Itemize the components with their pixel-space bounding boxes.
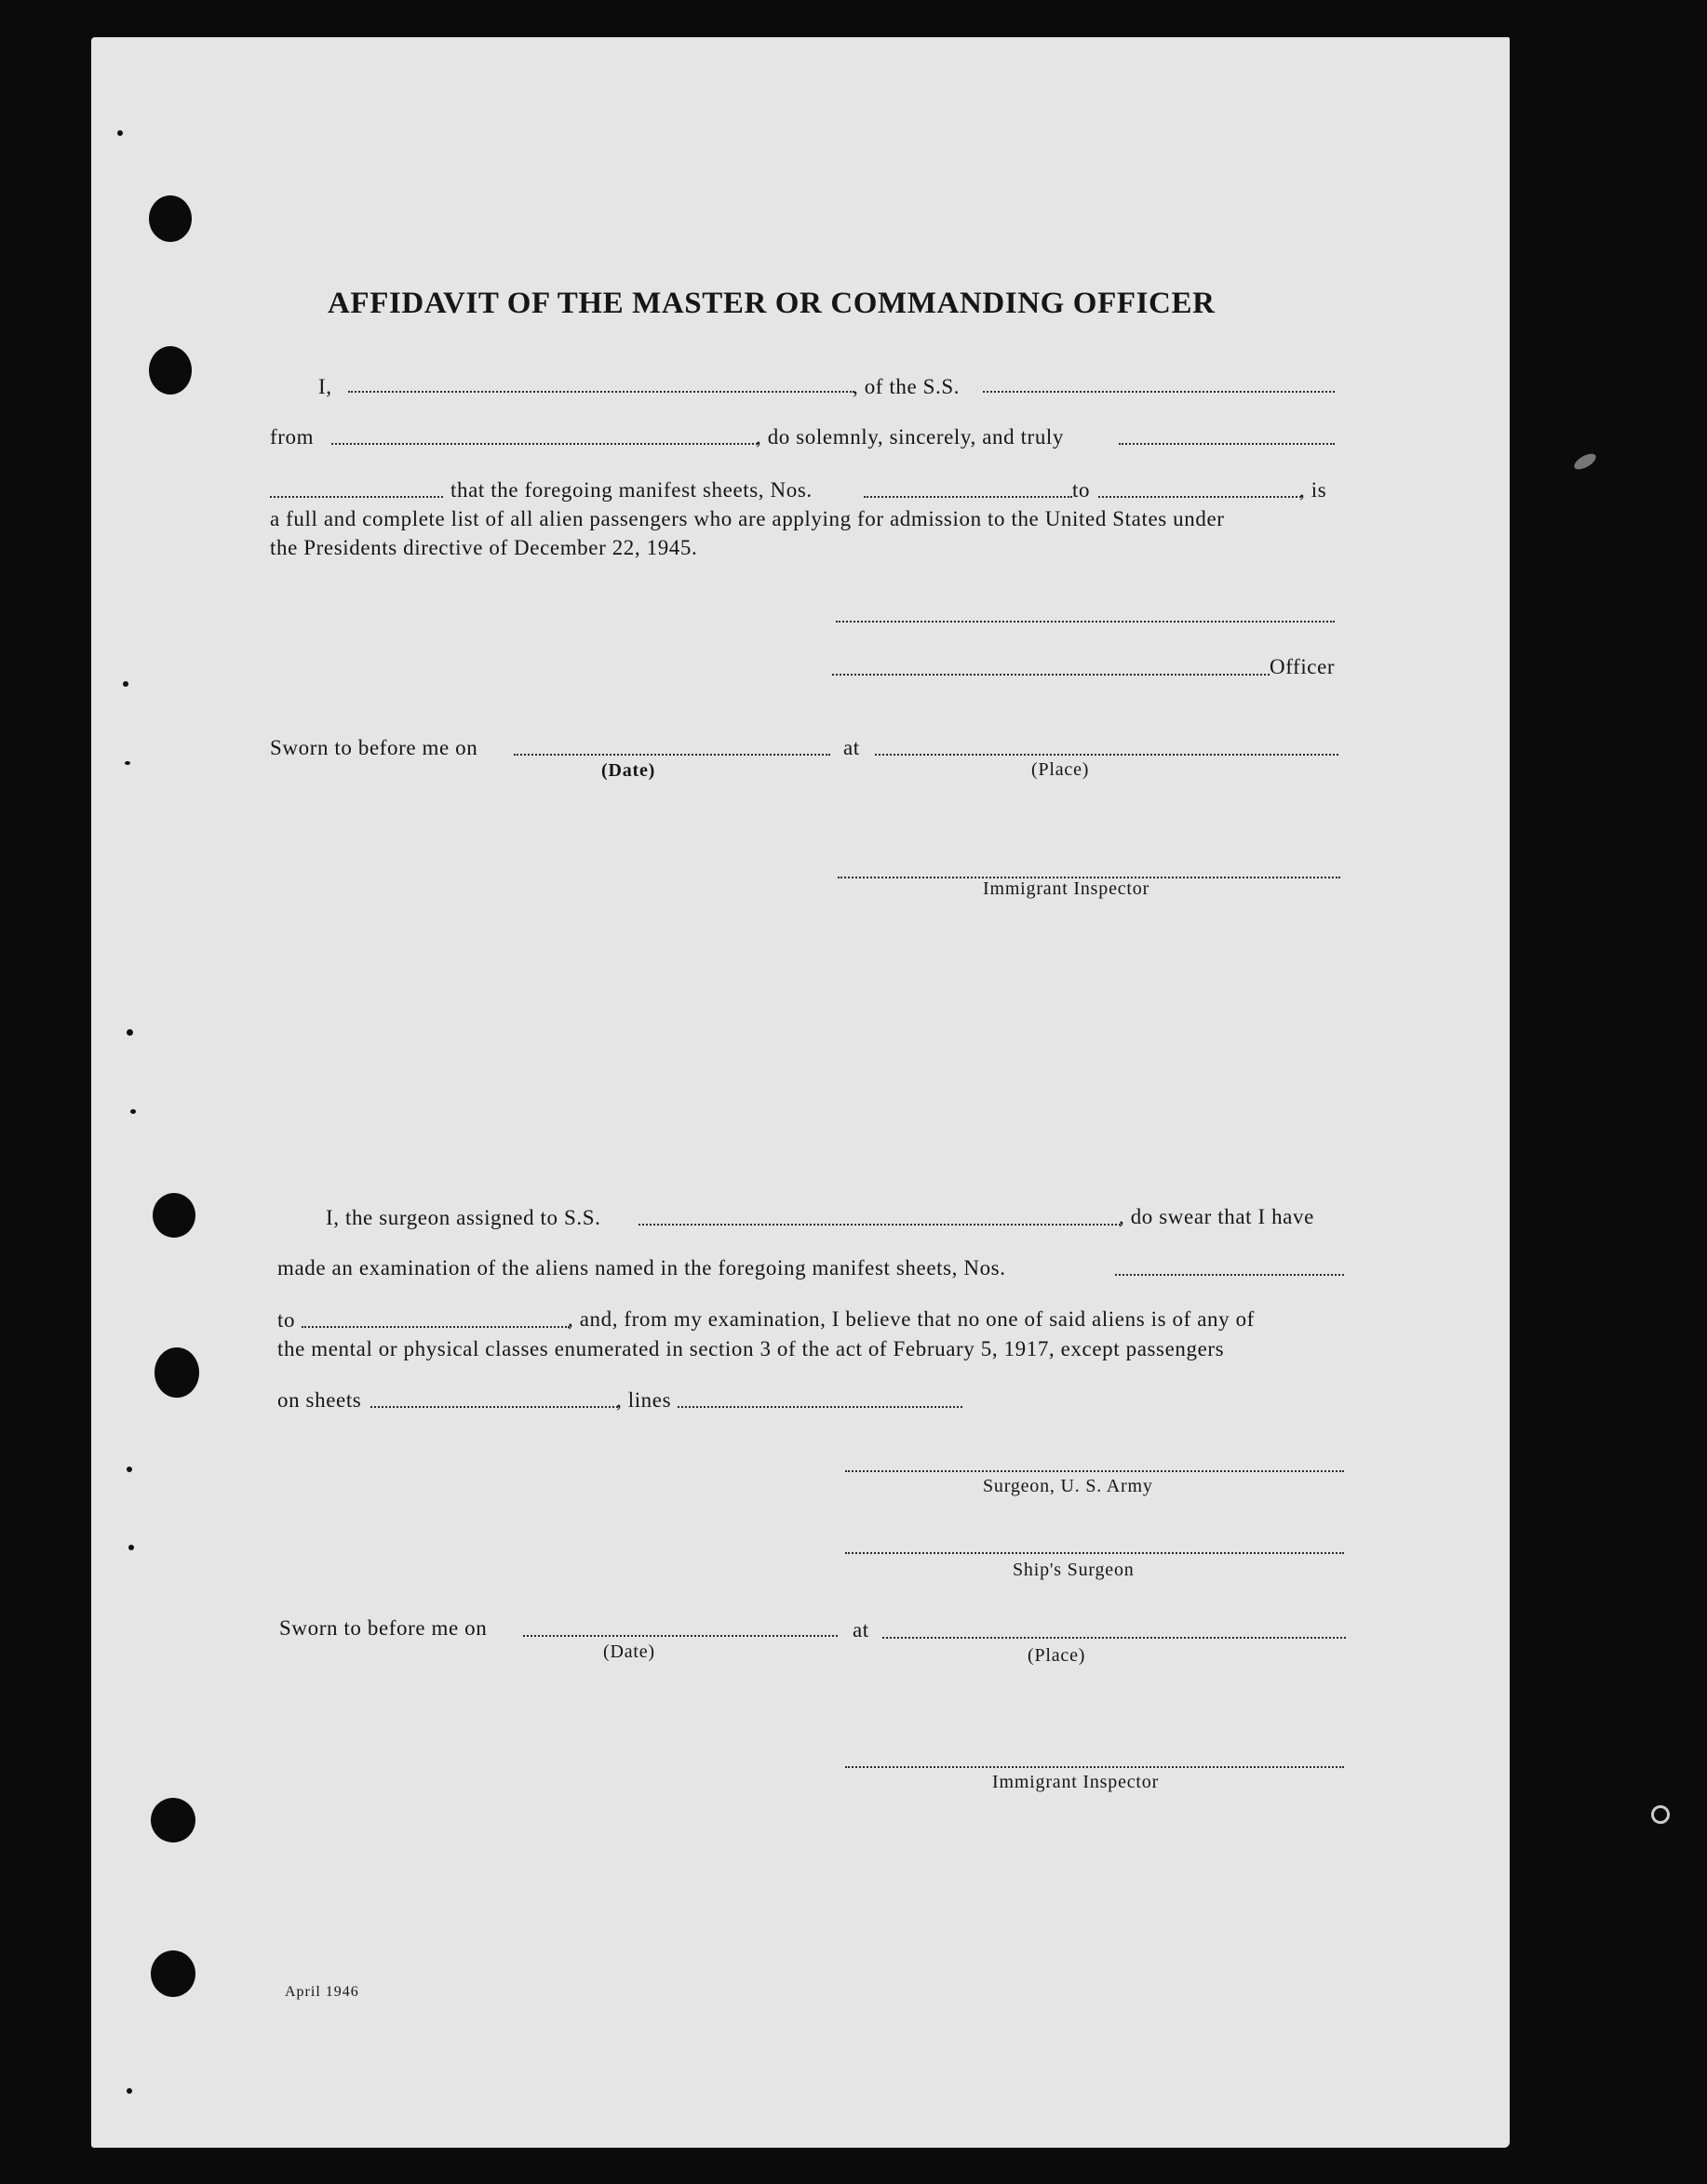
- master-ship-field[interactable]: [983, 391, 1335, 393]
- master-at-text: at: [843, 736, 860, 759]
- master-to-text: to: [1072, 478, 1091, 502]
- punch-hole: [149, 195, 192, 242]
- punch-hole: [153, 1193, 195, 1238]
- master-sworn-date-field[interactable]: [514, 754, 830, 756]
- officer-title-field[interactable]: [832, 674, 1270, 676]
- master-sheets-to-field[interactable]: [1098, 496, 1301, 498]
- master-from-field[interactable]: [331, 443, 758, 445]
- surgeon-sheets-from-field[interactable]: [1115, 1274, 1344, 1276]
- surgeon-sworn-text: Sworn to before me on: [279, 1616, 488, 1640]
- surgeon-sworn-place-field[interactable]: [882, 1637, 1346, 1639]
- master-oath-field[interactable]: [1119, 443, 1335, 445]
- surgeon-sheets-to-field[interactable]: [302, 1326, 570, 1328]
- form-page: [91, 37, 1510, 2148]
- speck: [127, 1467, 132, 1472]
- surgeon-inspector-label: Immigrant Inspector: [992, 1772, 1160, 1792]
- speck: [130, 1109, 136, 1114]
- surgeon-line5-b: , lines: [616, 1388, 672, 1412]
- surgeon-line1-a: I, the surgeon assigned to S.S.: [326, 1206, 601, 1229]
- master-name-field[interactable]: [348, 391, 854, 393]
- master-from-text: from: [270, 425, 315, 449]
- master-of-ss-text: , of the S.S.: [853, 375, 961, 398]
- punch-hole: [151, 1950, 195, 1997]
- punch-hole: [155, 1347, 199, 1398]
- master-is-text: , is: [1299, 478, 1327, 502]
- surgeon-sworn-date-field[interactable]: [523, 1635, 838, 1637]
- master-oath-field-cont[interactable]: [270, 496, 443, 498]
- surgeon-inspector-field[interactable]: [845, 1766, 1344, 1768]
- surgeon-line2: made an examination of the aliens named in the foregoing manifest sheets, Nos.: [277, 1256, 1006, 1280]
- surgeon-line3-a: to: [277, 1308, 296, 1332]
- speck: [127, 1029, 133, 1036]
- master-solemnly-text: , do solemnly, sincerely, and truly: [756, 425, 1065, 449]
- army-surgeon-label: Surgeon, U. S. Army: [983, 1476, 1153, 1496]
- master-sworn-text: Sworn to before me on: [270, 736, 478, 759]
- form-title: AFFIDAVIT OF THE MASTER OR COMMANDING OFFICER: [328, 287, 1216, 320]
- surgeon-ship-field[interactable]: [638, 1224, 1121, 1226]
- surgeon-except-sheets-field[interactable]: [370, 1406, 618, 1408]
- master-sheets-from-field[interactable]: [864, 496, 1072, 498]
- officer-signature-field[interactable]: [836, 621, 1335, 623]
- master-foregoing-text: that the foregoing manifest sheets, Nos.: [450, 478, 813, 502]
- speck: [1651, 1805, 1670, 1824]
- surgeon-date-label: (Date): [603, 1641, 655, 1662]
- surgeon-at-text: at: [853, 1618, 869, 1641]
- surgeon-line1-b: , do swear that I have: [1119, 1205, 1314, 1228]
- army-surgeon-signature-field[interactable]: [845, 1470, 1344, 1472]
- punch-hole: [151, 1798, 195, 1842]
- officer-label: Officer: [1270, 655, 1336, 678]
- ships-surgeon-label: Ship's Surgeon: [1013, 1560, 1135, 1580]
- ships-surgeon-signature-field[interactable]: [845, 1552, 1344, 1554]
- master-line4: a full and complete list of all alien passengers who are applying for admission to the United States under: [270, 507, 1225, 530]
- speck: [127, 2088, 132, 2094]
- master-sworn-place-field[interactable]: [875, 754, 1338, 756]
- surgeon-place-label: (Place): [1028, 1645, 1086, 1666]
- speck: [117, 130, 123, 136]
- master-inspector-label: Immigrant Inspector: [983, 878, 1150, 899]
- master-date-label: (Date): [601, 760, 656, 781]
- speck: [123, 681, 128, 687]
- master-i-prefix: I,: [318, 375, 332, 398]
- speck: [128, 1545, 134, 1550]
- speck: [125, 761, 130, 765]
- surgeon-line5-a: on sheets: [277, 1388, 362, 1412]
- master-line5: the Presidents directive of December 22, 1945.: [270, 536, 698, 559]
- surgeon-line4: the mental or physical classes enumerated in section 3 of the act of February 5, 1917, except passengers: [277, 1337, 1225, 1360]
- punch-hole: [149, 346, 192, 395]
- surgeon-line3-b: , and, from my examination, I believe that no one of said aliens is of any of: [568, 1307, 1255, 1331]
- surgeon-except-lines-field[interactable]: [678, 1406, 962, 1408]
- master-place-label: (Place): [1031, 759, 1090, 780]
- footer-date: April 1946: [285, 1984, 359, 2000]
- speck: [1572, 450, 1599, 472]
